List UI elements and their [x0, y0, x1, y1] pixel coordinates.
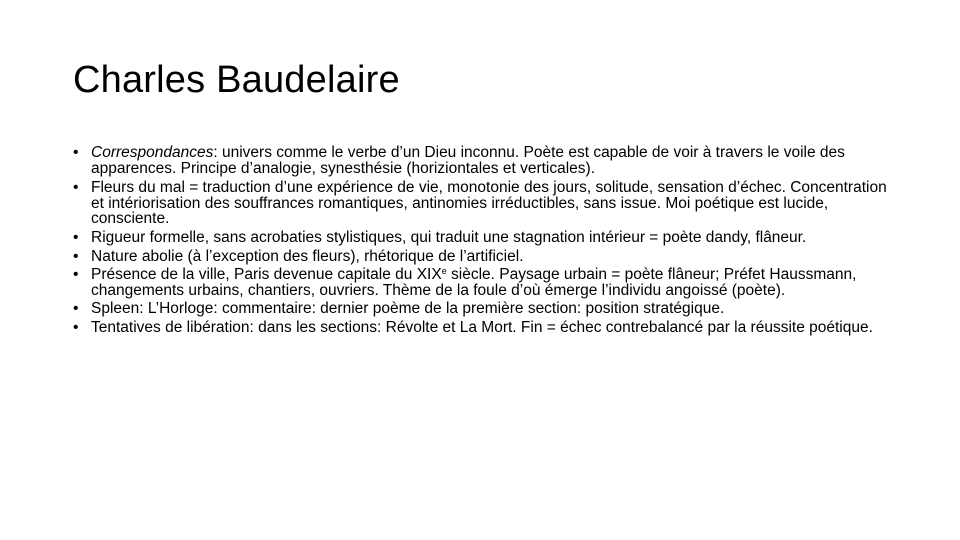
bullet-dot-icon: • [73, 144, 79, 161]
bullet-term: Correspondances [91, 144, 214, 161]
bullet-dot-icon: • [73, 300, 79, 318]
bullet-dot-icon: • [73, 228, 79, 246]
bullet-item-correspondances [73, 145, 888, 176]
bullet-text: Nature abolie (à l’exception des fleurs), rhétorique de l’artificiel. [91, 247, 524, 265]
bullet-text: Spleen: L’Horloge: commentaire: dernier poème de la première section: position stratégique. [91, 300, 725, 318]
bullet-text-before: Présence de la ville, Paris devenue capitale du XIX [91, 266, 442, 284]
bullet-text: Fleurs du mal = traduction d’une expérience de vie, monotonie des jours, solitude, sensation d’échec. Concentration et intériorisation des souffrances romantiques, antinomies irréductibles, sans issue. Moi poétique est lucide, consciente. [91, 179, 887, 228]
bullet-dot-icon: • [73, 318, 79, 336]
slide-title: Charles Baudelaire [73, 59, 400, 101]
bullet-item-rigueur [73, 230, 888, 246]
bullet-item-ville [73, 267, 888, 298]
bullet-text: Tentatives de libération: dans les sections: Révolte et La Mort. Fin = échec contrebalancé par la réussite poétique. [91, 318, 873, 336]
bullet-dot-icon: • [73, 179, 79, 197]
bullet-text: Rigueur formelle, sans acrobaties stylistiques, qui traduit une stagnation intérieur = poète dandy, flâneur. [91, 228, 807, 246]
bullet-item-spleen [73, 301, 888, 317]
bullet-item-nature [73, 249, 888, 265]
bullet-dot-icon: • [73, 247, 79, 265]
century-superscript: e [441, 266, 447, 277]
bullet-text: : univers comme le verbe d’un Dieu inconnu. Poète est capable de voir à travers le voile des apparences. Principe d’analogie, synesthésie (horiziontales et verticales). [91, 144, 845, 177]
bullet-dot-icon: • [73, 266, 79, 284]
bullet-list [73, 145, 888, 339]
bullet-text-after: siècle. Paysage urbain = poète flâneur; Préfet Haussmann, changements urbains, chantiers, ouvriers. Thème de la foule d’où émerge l’individu angoissé (poète). [91, 266, 857, 299]
bullet-item-liberation [73, 320, 888, 336]
bullet-item-fleurs-du-mal [73, 180, 888, 227]
